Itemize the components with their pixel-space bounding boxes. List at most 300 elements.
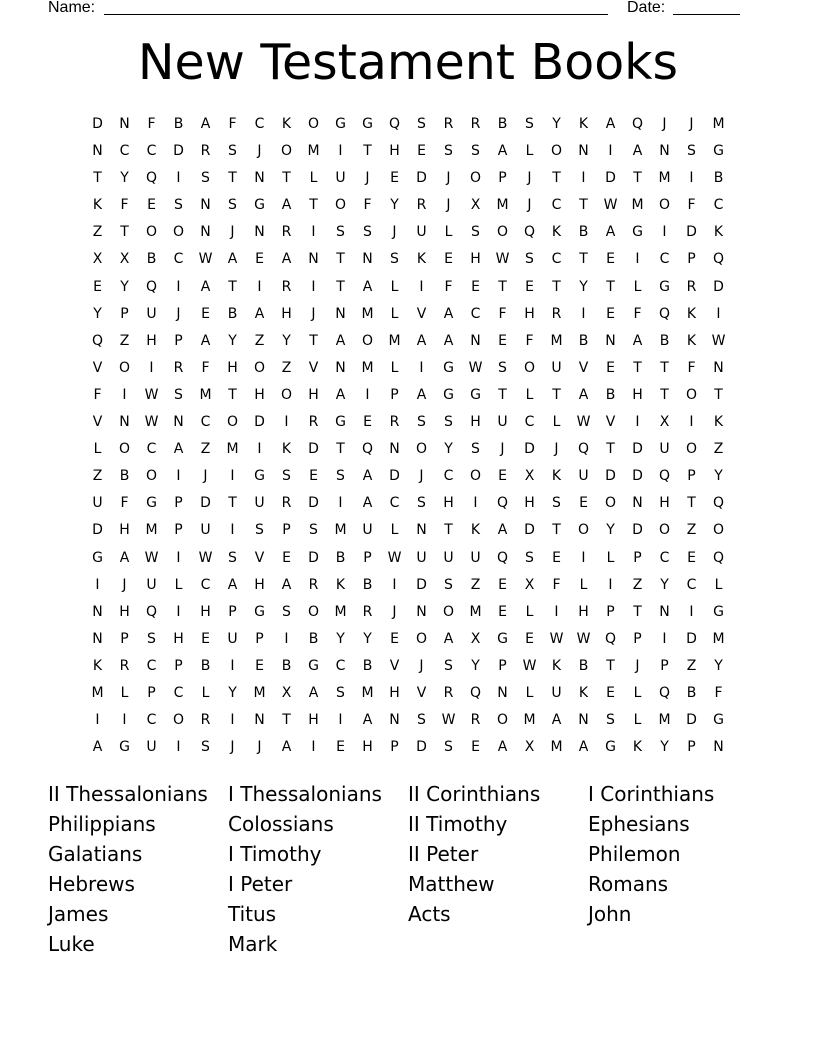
grid-letter: E: [687, 549, 696, 566]
grid-letter: R: [281, 224, 292, 241]
grid-letter: E: [498, 332, 507, 349]
grid-letter: M: [334, 603, 347, 620]
grid-letter: L: [93, 441, 102, 458]
grid-letter: H: [308, 712, 319, 729]
grid-letter: W: [711, 332, 726, 349]
word-list-item: II Thessalonians: [48, 782, 208, 806]
grid-letter: A: [335, 386, 346, 403]
grid-letter: T: [498, 278, 507, 295]
grid-letter: U: [497, 414, 508, 431]
grid-letter: K: [470, 522, 481, 539]
grid-letter: R: [173, 359, 184, 376]
grid-letter: D: [632, 468, 643, 485]
grid-letter: R: [308, 414, 319, 431]
grid-letter: E: [606, 251, 615, 268]
grid-letter: P: [498, 170, 507, 187]
grid-letter: W: [576, 414, 591, 431]
grid-letter: Y: [363, 630, 372, 647]
grid-letter: M: [226, 441, 239, 458]
grid-letter: Q: [91, 332, 104, 349]
grid-letter: N: [659, 143, 670, 160]
grid-letter: G: [605, 739, 616, 756]
grid-letter: R: [200, 712, 211, 729]
grid-letter: I: [176, 739, 181, 756]
word-list-item: James: [48, 902, 109, 926]
grid-letter: U: [578, 468, 589, 485]
grid-letter: T: [228, 495, 237, 512]
grid-letter: T: [579, 197, 588, 214]
grid-letter: Y: [336, 630, 345, 647]
grid-letter: I: [338, 495, 343, 512]
grid-letter: A: [281, 576, 292, 593]
grid-letter: B: [227, 305, 238, 322]
word-list: [48, 779, 768, 959]
grid-letter: S: [417, 712, 426, 729]
grid-letter: I: [689, 603, 694, 620]
grid-letter: D: [713, 278, 724, 295]
grid-letter: J: [230, 224, 235, 241]
grid-letter: F: [120, 495, 129, 512]
grid-letter: F: [120, 197, 129, 214]
grid-letter: T: [363, 143, 372, 160]
grid-letter: A: [119, 549, 130, 566]
grid-letter: I: [176, 468, 181, 485]
grid-letter: S: [336, 684, 345, 701]
grid-letter: S: [228, 143, 237, 160]
grid-letter: G: [470, 386, 481, 403]
grid-letter: K: [416, 251, 427, 268]
grid-letter: G: [713, 712, 724, 729]
grid-letter: I: [176, 603, 181, 620]
grid-letter: Z: [632, 576, 643, 593]
grid-letter: I: [581, 170, 586, 187]
grid-letter: T: [444, 522, 453, 539]
grid-letter: J: [446, 170, 451, 187]
grid-letter: T: [606, 657, 615, 674]
grid-letter: Q: [577, 441, 590, 458]
word-list-item: I Timothy: [228, 842, 322, 866]
grid-letter: K: [578, 684, 589, 701]
grid-letter: J: [689, 116, 694, 132]
grid-letter: O: [442, 603, 455, 620]
word-list-item: Luke: [48, 932, 95, 956]
grid-letter: D: [416, 576, 427, 593]
grid-letter: N: [92, 603, 103, 620]
grid-letter: M: [496, 197, 509, 214]
grid-letter: G: [443, 359, 454, 376]
grid-letter: T: [633, 170, 642, 187]
grid-letter: Z: [119, 332, 130, 349]
grid-letter: X: [659, 414, 670, 431]
grid-letter: Q: [145, 278, 158, 295]
grid-letter: Y: [471, 657, 480, 674]
grid-letter: I: [284, 630, 289, 647]
grid-letter: J: [419, 657, 424, 674]
grid-letter: H: [146, 332, 157, 349]
grid-letter: L: [633, 684, 642, 701]
grid-letter: O: [145, 224, 158, 241]
grid-letter: E: [525, 630, 534, 647]
grid-letter: L: [120, 684, 129, 701]
grid-letter: D: [605, 170, 616, 187]
grid-letter: Y: [660, 576, 669, 593]
grid-letter: F: [498, 305, 507, 322]
page-title: New Testament Books: [137, 34, 679, 91]
grid-letter: U: [254, 495, 265, 512]
grid-letter: E: [498, 468, 507, 485]
grid-letter: M: [550, 739, 563, 756]
grid-letter: R: [470, 712, 481, 729]
grid-letter: N: [119, 116, 130, 132]
grid-letter: A: [227, 251, 238, 268]
grid-letter: C: [146, 143, 157, 160]
grid-letter: T: [282, 170, 291, 187]
grid-letter: O: [415, 630, 428, 647]
grid-letter: I: [257, 441, 262, 458]
grid-letter: Y: [228, 332, 237, 349]
grid-letter: D: [92, 116, 103, 132]
grid-letter: E: [201, 630, 210, 647]
grid-letter: K: [713, 414, 724, 431]
word-list-item: Philippians: [48, 812, 156, 836]
grid-letter: Y: [714, 657, 723, 674]
grid-letter: H: [227, 359, 238, 376]
grid-letter: W: [468, 359, 483, 376]
word-list-item: II Corinthians: [408, 782, 541, 806]
grid-letter: A: [443, 332, 454, 349]
grid-letter: U: [551, 684, 562, 701]
grid-letter: I: [581, 305, 586, 322]
grid-letter: H: [389, 143, 400, 160]
word-list-item: Acts: [408, 902, 451, 926]
grid-letter: G: [659, 278, 670, 295]
grid-letter: W: [441, 712, 456, 729]
grid-letter: U: [335, 170, 346, 187]
grid-letter: Q: [658, 684, 671, 701]
grid-letter: Q: [469, 684, 482, 701]
grid-letter: C: [686, 576, 697, 593]
grid-letter: M: [361, 305, 374, 322]
grid-letter: P: [687, 739, 696, 756]
grid-letter: S: [471, 224, 480, 241]
grid-letter: C: [659, 549, 670, 566]
grid-letter: P: [174, 332, 183, 349]
grid-letter: H: [389, 684, 400, 701]
grid-letter: F: [552, 576, 561, 593]
grid-letter: M: [91, 684, 104, 701]
grid-letter: N: [389, 441, 400, 458]
grid-letter: W: [603, 197, 618, 214]
grid-letter: N: [389, 712, 400, 729]
grid-letter: N: [416, 603, 427, 620]
grid-letter: L: [606, 549, 615, 566]
grid-letter: B: [713, 170, 724, 187]
grid-letter: A: [497, 522, 508, 539]
grid-letter: Y: [444, 441, 453, 458]
grid-letter: A: [281, 251, 292, 268]
grid-letter: I: [392, 576, 397, 593]
grid-letter: B: [281, 657, 292, 674]
grid-letter: M: [712, 116, 725, 132]
grid-letter: X: [524, 468, 535, 485]
grid-letter: G: [713, 603, 724, 620]
grid-letter: T: [228, 170, 237, 187]
name-label: Name:: [48, 0, 96, 16]
grid-letter: D: [605, 468, 616, 485]
grid-letter: U: [416, 549, 427, 566]
grid-letter: S: [309, 522, 318, 539]
grid-letter: J: [230, 739, 235, 756]
grid-letter: A: [362, 495, 373, 512]
grid-letter: B: [578, 332, 589, 349]
grid-letter: T: [309, 332, 318, 349]
grid-letter: A: [254, 305, 265, 322]
grid-letter: F: [687, 359, 696, 376]
grid-letter: M: [253, 684, 266, 701]
grid-letter: D: [524, 441, 535, 458]
grid-letter: F: [147, 116, 156, 132]
grid-letter: I: [419, 278, 424, 295]
word-list-item: Matthew: [408, 872, 495, 896]
grid-letter: R: [389, 414, 400, 431]
grid-letter: I: [176, 278, 181, 295]
grid-letter: R: [686, 278, 697, 295]
word-list-item: I Thessalonians: [228, 782, 382, 806]
grid-letter: T: [336, 251, 345, 268]
grid-letter: E: [390, 630, 399, 647]
grid-letter: A: [200, 278, 211, 295]
grid-letter: T: [633, 603, 642, 620]
grid-letter: M: [523, 712, 536, 729]
grid-letter: J: [446, 197, 451, 214]
grid-letter: U: [200, 522, 211, 539]
grid-letter: A: [335, 332, 346, 349]
grid-letter: S: [201, 739, 210, 756]
grid-letter: J: [419, 468, 424, 485]
grid-letter: D: [173, 143, 184, 160]
grid-letter: T: [498, 386, 507, 403]
grid-letter: E: [606, 305, 615, 322]
grid-letter: H: [254, 576, 265, 593]
grid-letter: K: [92, 657, 103, 674]
grid-letter: K: [686, 305, 697, 322]
word-list-item: II Timothy: [408, 812, 508, 836]
grid-letter: G: [335, 116, 346, 132]
grid-letter: S: [606, 712, 615, 729]
grid-letter: K: [551, 657, 562, 674]
grid-letter: I: [689, 414, 694, 431]
grid-letter: P: [660, 657, 669, 674]
grid-letter: A: [362, 468, 373, 485]
grid-letter: C: [119, 143, 130, 160]
grid-letter: J: [365, 170, 370, 187]
grid-letter: H: [254, 386, 265, 403]
grid-letter: E: [471, 278, 480, 295]
grid-letter: C: [659, 251, 670, 268]
grid-letter: I: [176, 549, 181, 566]
grid-letter: K: [551, 224, 562, 241]
grid-letter: B: [578, 657, 589, 674]
grid-letter: A: [551, 712, 562, 729]
grid-letter: N: [632, 495, 643, 512]
grid-letter: Q: [145, 170, 158, 187]
grid-letter: P: [498, 657, 507, 674]
grid-letter: H: [632, 386, 643, 403]
grid-letter: A: [497, 143, 508, 160]
grid-letter: D: [308, 441, 319, 458]
grid-letter: K: [632, 739, 643, 756]
grid-letter: F: [687, 197, 696, 214]
grid-letter: C: [146, 441, 157, 458]
grid-letter: N: [335, 359, 346, 376]
grid-letter: P: [120, 630, 129, 647]
grid-letter: I: [419, 359, 424, 376]
grid-letter: T: [552, 278, 561, 295]
grid-letter: Y: [390, 197, 399, 214]
grid-letter: A: [200, 116, 211, 132]
grid-letter: X: [524, 739, 535, 756]
grid-letter: I: [149, 359, 154, 376]
grid-letter: L: [390, 522, 399, 539]
grid-letter: Q: [658, 305, 671, 322]
word-list-item: Titus: [228, 902, 277, 926]
grid-letter: J: [635, 657, 640, 674]
date-label: Date:: [627, 0, 666, 16]
grid-letter: K: [335, 576, 346, 593]
grid-letter: G: [146, 495, 157, 512]
grid-letter: X: [281, 684, 292, 701]
grid-letter: S: [228, 197, 237, 214]
grid-letter: L: [525, 143, 534, 160]
grid-letter: I: [635, 414, 640, 431]
grid-letter: E: [417, 143, 426, 160]
grid-letter: S: [390, 251, 399, 268]
grid-letter: N: [92, 630, 103, 647]
grid-letter: M: [658, 170, 671, 187]
grid-letter: I: [230, 712, 235, 729]
grid-letter: T: [552, 522, 561, 539]
grid-letter: L: [579, 576, 588, 593]
grid-letter: C: [254, 116, 265, 132]
grid-letter: S: [282, 603, 291, 620]
grid-letter: U: [227, 630, 238, 647]
grid-letter: L: [390, 305, 399, 322]
grid-letter: A: [578, 739, 589, 756]
grid-letter: P: [687, 251, 696, 268]
grid-letter: O: [577, 522, 590, 539]
grid-letter: M: [658, 712, 671, 729]
grid-letter: L: [714, 576, 723, 593]
grid-letter: V: [416, 684, 427, 701]
grid-letter: W: [198, 549, 213, 566]
word-list-item: I Corinthians: [588, 782, 715, 806]
grid-letter: B: [335, 549, 346, 566]
grid-letter: O: [172, 224, 185, 241]
grid-letter: B: [686, 684, 697, 701]
word-list-item: John: [588, 902, 632, 926]
grid-letter: U: [146, 576, 157, 593]
grid-letter: O: [415, 441, 428, 458]
grid-letter: O: [334, 197, 347, 214]
grid-letter: B: [173, 116, 184, 132]
word-list-item: Colossians: [228, 812, 334, 836]
grid-letter: O: [253, 359, 266, 376]
grid-letter: E: [93, 278, 102, 295]
grid-letter: G: [632, 224, 643, 241]
grid-letter: V: [389, 657, 400, 674]
grid-letter: C: [173, 684, 184, 701]
grid-letter: W: [549, 630, 564, 647]
grid-letter: U: [551, 359, 562, 376]
grid-letter: Z: [281, 359, 292, 376]
grid-letter: V: [92, 359, 103, 376]
grid-letter: N: [578, 712, 589, 729]
grid-letter: R: [200, 143, 211, 160]
grid-letter: R: [362, 603, 373, 620]
grid-letter: Q: [145, 603, 158, 620]
grid-letter: G: [254, 197, 265, 214]
grid-letter: W: [144, 549, 159, 566]
grid-letter: O: [658, 197, 671, 214]
grid-letter: R: [308, 576, 319, 593]
grid-letter: B: [659, 332, 670, 349]
grid-letter: S: [336, 224, 345, 241]
grid-letter: N: [200, 224, 211, 241]
grid-letter: H: [578, 603, 589, 620]
grid-letter: V: [605, 414, 616, 431]
grid-letter: N: [659, 603, 670, 620]
grid-letter: J: [257, 739, 262, 756]
grid-letter: O: [685, 441, 698, 458]
grid-letter: U: [146, 305, 157, 322]
grid-letter: F: [714, 684, 723, 701]
grid-letter: T: [228, 386, 237, 403]
grid-letter: N: [119, 414, 130, 431]
grid-letter: T: [336, 441, 345, 458]
grid-letter: O: [361, 332, 374, 349]
grid-letter: J: [500, 441, 505, 458]
grid-letter: J: [392, 224, 397, 241]
grid-letter: Y: [714, 468, 723, 485]
grid-letter: I: [689, 170, 694, 187]
grid-letter: M: [361, 684, 374, 701]
grid-letter: D: [308, 549, 319, 566]
grid-letter: A: [443, 630, 454, 647]
grid-letter: P: [363, 549, 372, 566]
grid-letter: B: [119, 468, 130, 485]
grid-letter: G: [443, 386, 454, 403]
grid-letter: T: [579, 251, 588, 268]
grid-letter: O: [307, 603, 320, 620]
grid-letter: I: [95, 712, 100, 729]
grid-letter: U: [443, 549, 454, 566]
grid-letter: N: [578, 143, 589, 160]
grid-letter: U: [470, 549, 481, 566]
grid-letter: U: [416, 224, 427, 241]
grid-letter: E: [255, 657, 264, 674]
grid-letter: S: [687, 143, 696, 160]
grid-letter: N: [416, 522, 427, 539]
grid-letter: H: [362, 739, 373, 756]
grid-letter: P: [174, 495, 183, 512]
grid-letter: O: [280, 143, 293, 160]
grid-letter: I: [338, 712, 343, 729]
grid-letter: L: [201, 684, 210, 701]
grid-letter: D: [524, 522, 535, 539]
grid-letter: O: [604, 495, 617, 512]
grid-letter: Q: [658, 468, 671, 485]
grid-letter: T: [552, 386, 561, 403]
